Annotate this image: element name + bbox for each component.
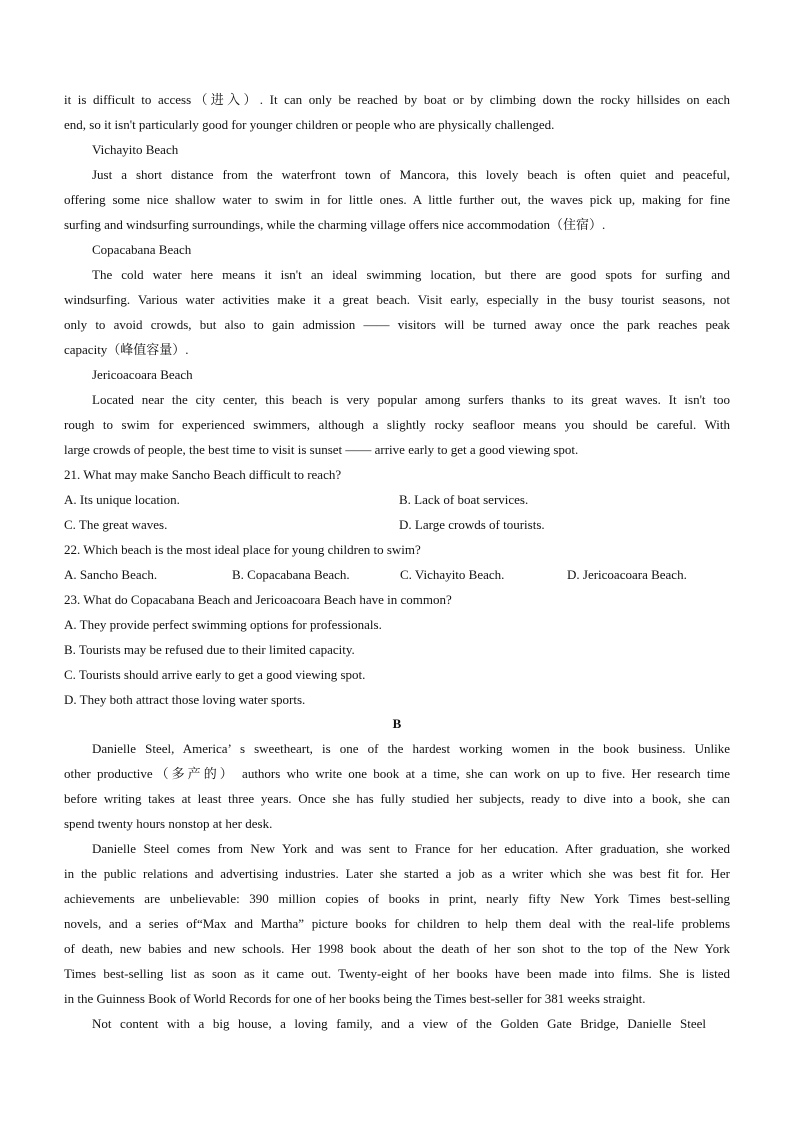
- passage-a-line: rough to swim for experienced swimmers, although a slightly rocky seafloor means you should be careful. With: [64, 417, 730, 432]
- beach-heading-jericoacoara: Jericoacoara Beach: [92, 367, 193, 382]
- passage-b-line: Danielle Steel, America’ s sweetheart, is one of the hardest working women in the book business. Unlike: [92, 741, 730, 756]
- question-22-option-d: D. Jericoacoara Beach.: [567, 567, 687, 582]
- passage-a-line: surfing and windsurfing surroundings, while the charming village offers nice accommodation（住宿）.: [64, 217, 606, 232]
- passage-a-line: end, so it isn't particularly good for younger children or people who are physically challenged.: [64, 117, 555, 132]
- passage-a-line: Located near the city center, this beach is very popular among surfers thanks to its great waves. It isn't too: [92, 392, 730, 407]
- question-21-option-b: B. Lack of boat services.: [399, 492, 529, 507]
- passage-b-line: in the public relations and advertising industries. Later she started a job as a writer which she was best fit for. Her: [64, 866, 730, 881]
- beach-heading-copacabana: Copacabana Beach: [92, 242, 192, 257]
- passage-a-line: offering some nice shallow water to swim in for little ones. A little further out, the waves pick up, making for fine: [64, 192, 730, 207]
- passage-b-line: before writing takes at least three years. Once she has fully studied her subjects, ready to dive into a book, she can: [64, 791, 730, 806]
- passage-b-line: Times best-selling list as soon as it came out. Twenty-eight of her books have been made into films. She is listed: [64, 966, 730, 981]
- question-22-option-b: B. Copacabana Beach.: [232, 567, 350, 582]
- passage-b-line: achievements are unbelievable: 390 million copies of books in print, nearly fifty New York Times best-selling: [64, 891, 730, 906]
- beach-heading-vichayito: Vichayito Beach: [92, 142, 179, 157]
- passage-a-line: it is difficult to access（进入）. It can only be reached by boat or by climbing down the rocky hillsides on each: [64, 92, 730, 107]
- question-21-option-a: A. Its unique location.: [64, 492, 180, 507]
- question-21-stem: 21. What may make Sancho Beach difficult to reach?: [64, 467, 342, 482]
- passage-b-line: Not content with a big house, a loving family, and a view of the Golden Gate Bridge, Danielle Steel: [92, 1016, 706, 1031]
- question-22-option-c: C. Vichayito Beach.: [400, 567, 505, 582]
- question-21-option-c: C. The great waves.: [64, 517, 168, 532]
- passage-b-line: novels, and a series of“Max and Martha” picture books for children to help them deal with the real-life problems: [64, 916, 730, 931]
- question-22-stem: 22. Which beach is the most ideal place for young children to swim?: [64, 542, 421, 557]
- question-23-option-b: B. Tourists may be refused due to their limited capacity.: [64, 642, 355, 657]
- passage-b-line: other productive（多产的） authors who write one book at a time, she can work on up to five. Her research time: [64, 766, 730, 781]
- passage-b-line: of death, new babies and new schools. Her 1998 book about the death of her son shot to the top of the New York: [64, 941, 730, 956]
- passage-a-line: Just a short distance from the waterfront town of Mancora, this lovely beach is often quiet and peaceful,: [92, 167, 730, 182]
- passage-b-line: Danielle Steel comes from New York and was sent to France for her education. After graduation, she worked: [92, 841, 730, 856]
- question-23-option-a: A. They provide perfect swimming options for professionals.: [64, 617, 382, 632]
- passage-a-line: capacity（峰值容量）.: [64, 342, 189, 357]
- passage-b-line: in the Guinness Book of World Records for one of her books being the Times best-seller for 381 weeks straight.: [64, 991, 646, 1006]
- passage-a-line: The cold water here means it isn't an ideal swimming location, but there are good spots for surfing and: [92, 267, 730, 282]
- passage-a-line: large crowds of people, the best time to visit is sunset —— arrive early to get a good viewing spot.: [64, 442, 579, 457]
- passage-b-line: spend twenty hours nonstop at her desk.: [64, 816, 273, 831]
- question-23-stem: 23. What do Copacabana Beach and Jericoacoara Beach have in common?: [64, 592, 452, 607]
- question-23-option-d: D. They both attract those loving water sports.: [64, 692, 306, 707]
- passage-a-line: windsurfing. Various water activities make it a great beach. Visit early, especially in the busy tourist seasons, not: [64, 292, 730, 307]
- passage-a-line: only to avoid crowds, but also to gain admission —— visitors will be turned away once the park reaches peak: [64, 317, 730, 332]
- question-22-option-a: A. Sancho Beach.: [64, 567, 158, 582]
- question-21-option-d: D. Large crowds of tourists.: [399, 517, 545, 532]
- section-b-label: B: [392, 716, 402, 731]
- question-23-option-c: C. Tourists should arrive early to get a good viewing spot.: [64, 667, 366, 682]
